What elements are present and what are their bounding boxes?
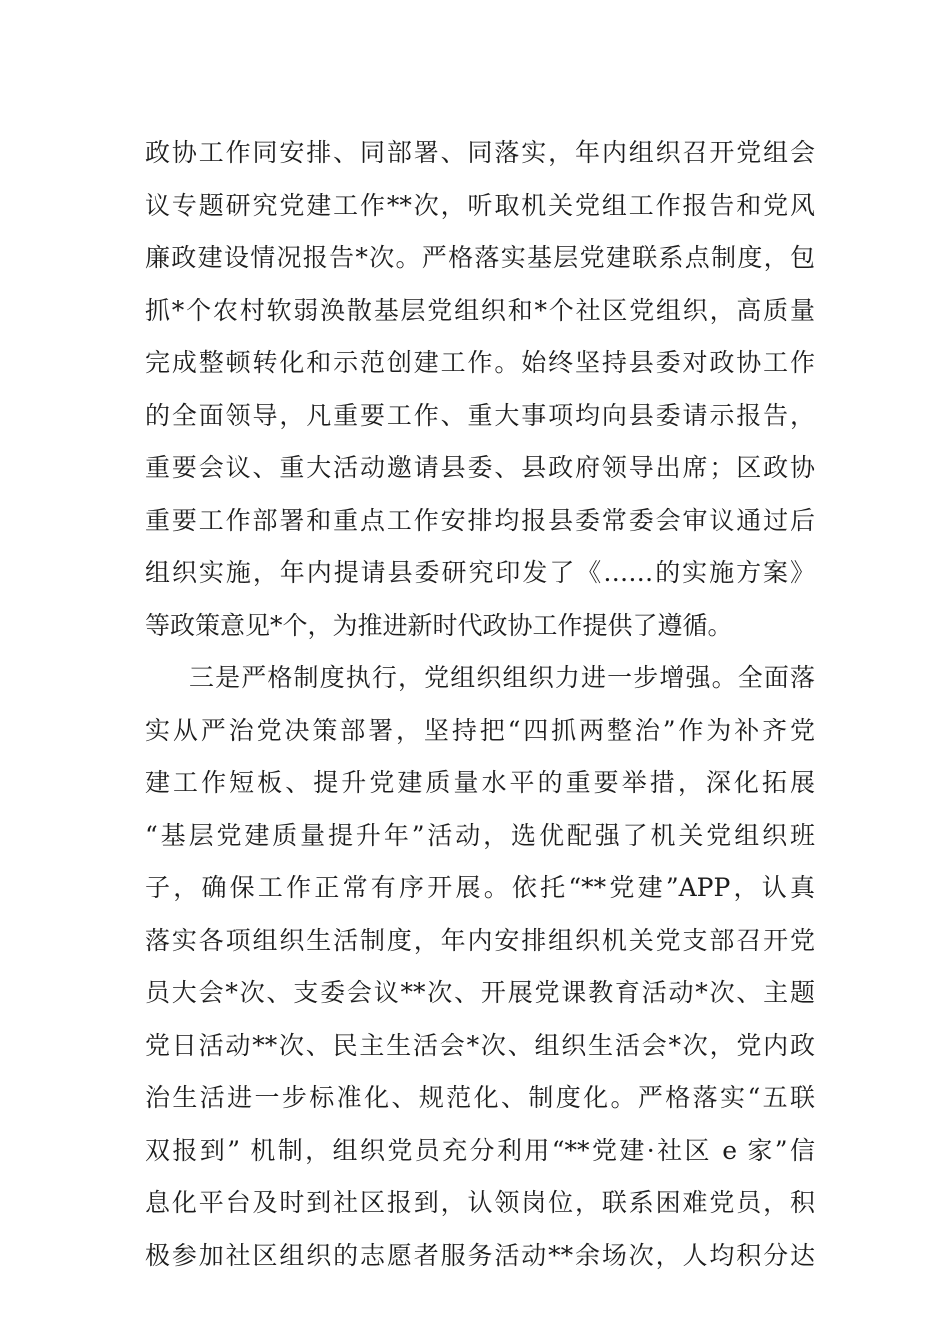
paragraph-1 [145,127,815,652]
text-line: 息化平台及时到社区报到，认领岗位，联系困难党员，积 [145,1188,815,1217]
text-line: 建工作短板、提升党建质量水平的重要举措，深化拓展 [145,768,815,797]
document-body [145,127,815,1282]
text-line: 极参加社区组织的志愿者服务活动**余场次，人均积分达 [145,1240,815,1270]
text-line: 政协工作同安排、同部署、同落实，年内组织召开党组会 [145,138,815,167]
text-line: 重要工作部署和重点工作安排均报县委常委会审议通过后 [145,505,815,535]
text-line: 子，确保工作正常有序开展。依托“**党建”APP，认真 [145,873,815,902]
text-line: 双报到” 机制，组织党员充分利用“**党建·社区 e 家”信 [145,1135,815,1165]
text-line: 组织实施，年内提请县委研究印发了《……的实施方案》 [145,558,815,587]
text-line: 员大会*次、支委会议**次、开展党课教育活动*次、主题 [145,978,815,1007]
text-line: “基层党建质量提升年”活动，选优配强了机关党组织班 [145,820,815,850]
text-line: 议专题研究党建工作**次，听取机关党组工作报告和党风 [145,190,815,220]
text-line: 廉政建设情况报告*次。严格落实基层党建联系点制度，包 [145,243,815,272]
text-line: 实从严治党决策部署，坚持把“四抓两整治”作为补齐党 [145,715,815,745]
text-line: 治生活进一步标准化、规范化、制度化。严格落实“五联 [145,1083,815,1112]
text-line: 落实各项组织生活制度，年内安排组织机关党支部召开党 [145,925,815,955]
text-line: 完成整顿转化和示范创建工作。始终坚持县委对政协工作 [145,348,815,377]
text-line: 党日活动**次、民主生活会*次、组织生活会*次，党内政 [145,1030,815,1060]
text-line: 三是严格制度执行，党组织组织力进一步增强。全面落 [189,663,815,692]
text-line: 抓*个农村软弱涣散基层党组织和*个社区党组织，高质量 [145,295,815,325]
text-line: 等政策意见*个，为推进新时代政协工作提供了遵循。 [145,610,733,640]
text-line: 的全面领导，凡重要工作、重大事项均向县委请示报告， [145,400,815,430]
text-line: 重要会议、重大活动邀请县委、县政府领导出席；区政协 [145,453,815,482]
paragraph-2 [145,652,815,1282]
